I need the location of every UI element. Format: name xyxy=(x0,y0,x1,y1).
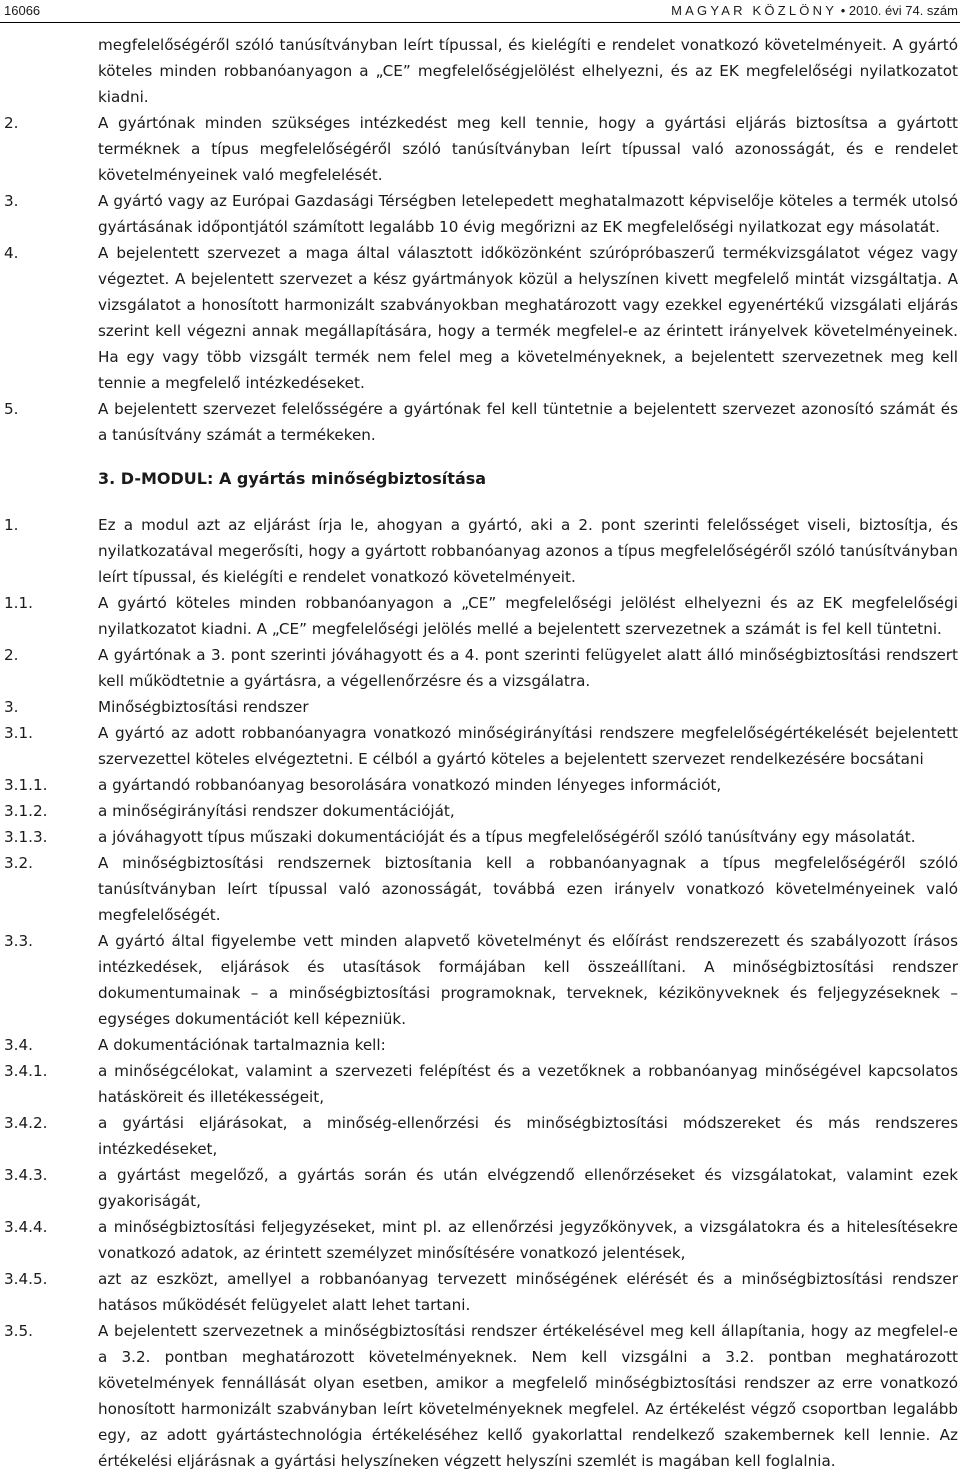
paragraph-number: 3.4.1. xyxy=(4,1062,48,1080)
numbered-paragraph xyxy=(4,1266,958,1318)
journal-title: MAGYAR KÖZLÖNY xyxy=(671,3,838,18)
paragraph-text: a minőségirányítási rendszer dokumentációját, xyxy=(98,802,455,820)
paragraph-text: A gyártó az adott robbanóanyagra vonatkozó minőségirányítási rendszere megfelelőségértékelését bejelentett szervezettel köteles elvégeztetni. E célból a gyártó köteles a bejelentett szervezet rendelkezésére bocsátani xyxy=(98,724,958,768)
paragraph-number: 3.5. xyxy=(4,1322,33,1340)
numbered-paragraph xyxy=(4,850,958,928)
paragraph-text: A minőségbiztosítási rendszernek biztosítania kell a robbanóanyagnak a típus megfelelőségéről szóló tanúsítványban leírt típussal való azonosságát, továbbá ezen irányelv vonatkozó követelményeinek való megfelelőségét. xyxy=(98,854,958,924)
paragraph-number: 3.4.4. xyxy=(4,1218,48,1236)
numbered-paragraph xyxy=(4,1214,958,1266)
intro-paragraph xyxy=(4,32,958,110)
document-body xyxy=(4,32,958,1474)
paragraph-text: Minőségbiztosítási rendszer xyxy=(98,698,309,716)
paragraph-number: 3.1. xyxy=(4,724,33,742)
numbered-paragraph xyxy=(4,1058,958,1110)
paragraph-text: a minőségbiztosítási feljegyzéseket, mint pl. az ellenőrzési jegyzőkönyvek, a vizsgálatokra és a hitelesítésekre vonatkozó adatok, az érintett személyzet minősítésére vonatkozó jelentések, xyxy=(98,1218,958,1262)
module-d-items xyxy=(4,512,958,1474)
paragraph-number: 3.3. xyxy=(4,932,33,950)
paragraph-text: a gyártandó robbanóanyag besorolására vonatkozó minden lényeges információt, xyxy=(98,776,722,794)
paragraph-text: A gyártó által figyelembe vett minden alapvető követelményt és előírást rendszerezett és szabályozott írásos intézkedések, eljárások és utasítások formájában kell összeállítani. A minőségbiztosítási rendszer dokumentumainak – a minőségbiztosítási programoknak, terveknek, kézikönyveknek és feljegyzéseknek – egységes dokumentációt kell képezniük. xyxy=(98,932,958,1028)
paragraph-number: 3.2. xyxy=(4,854,33,872)
paragraph-text: A gyártó köteles minden robbanóanyagon a „CE” megfelelőségi jelölést elhelyezni és az EK megfelelőségi nyilatkozatot kiadni. A „CE” megfelelőségi jelölés mellé a bejelentett szervezetnek a számát is fel kell tüntetni. xyxy=(98,594,958,638)
paragraph-text: A bejelentett szervezetnek a minőségbiztosítási rendszer értékelésével meg kell állapítania, hogy az megfelel-e a 3.2. pontban meghatározott követelményeknek. Nem kell vizsgálni a 3.2. pontban meghatározott követelmények fennállását olyan esetben, amikor a megfelelő minőségbiztosítási rendszer az erre vonatkozó honosított harmonizált szabványban leírt követelményeknek megfelel. Az értékelést végző csoportban legalább egy, az adott gyártástechnológia értékeléséhez kellő gyakorlattal rendelkező szakembernek kell lennie. Az értékelési eljárásnak a gyártási helyszíneken végzett helyszíni szemlét is magában kell foglalnia. xyxy=(98,1322,958,1470)
numbered-paragraph xyxy=(4,1110,958,1162)
paragraph-number: 3. xyxy=(4,698,19,716)
paragraph-number: 3.1.3. xyxy=(4,828,48,846)
numbered-paragraph xyxy=(4,188,958,240)
page-number: 16066 xyxy=(4,3,41,18)
numbered-paragraph xyxy=(4,110,958,188)
paragraph-number: 2. xyxy=(4,114,19,132)
paragraph-text: a gyártási eljárásokat, a minőség-ellenőrzési és minőségbiztosítási módszereket és más rendszeres intézkedéseket, xyxy=(98,1114,958,1158)
paragraph-number: 3.4.2. xyxy=(4,1114,48,1132)
paragraph-text: a minőségcélokat, valamint a szervezeti felépítést és a vezetőknek a robbanóanyag minőségével kapcsolatos hatásköreit és illetékességeit, xyxy=(98,1062,958,1106)
paragraph-text: A dokumentációnak tartalmaznia kell: xyxy=(98,1036,386,1054)
paragraph-text: A gyártónak minden szükséges intézkedést meg kell tennie, hogy a gyártási eljárás biztosítsa a gyártott terméknek a típus megfelelőségéről szóló tanúsítványban leírt típussal való azonosságát, és e rendelet követelményeinek való megfelelését. xyxy=(98,114,958,184)
numbered-paragraph xyxy=(4,798,958,824)
section-heading: 3. D-MODUL: A gyártás minőségbiztosítása xyxy=(98,469,487,488)
paragraph-number: 3.1.2. xyxy=(4,802,48,820)
numbered-paragraph xyxy=(4,928,958,1032)
paragraph-number: 3. xyxy=(4,192,19,210)
numbered-paragraph xyxy=(4,396,958,448)
paragraph-number: 3.4. xyxy=(4,1036,33,1054)
paragraph-number: 3.4.5. xyxy=(4,1270,48,1288)
issue-label: 2010. évi 74. szám xyxy=(848,3,958,18)
numbered-paragraph xyxy=(4,240,958,396)
paragraph-text: A gyártó vagy az Európai Gazdasági Térségben letelepedett meghatalmazott képviselője köteles a termék utolsó gyártásának időpontjától számított legalább 10 évig megőrizni az EK megfelelőségi nyilatkozat egy másolatát. xyxy=(98,192,958,236)
paragraph-text: a gyártást megelőző, a gyártás során és után elvégzendő ellenőrzéseket és vizsgálatokat, valamint ezek gyakoriságát, xyxy=(98,1166,958,1210)
paragraph-number: 2. xyxy=(4,646,19,664)
module-c-items xyxy=(4,110,958,448)
paragraph-number: 5. xyxy=(4,400,19,418)
paragraph-text: azt az eszközt, amellyel a robbanóanyag tervezett minőségének elérését és a minőségbiztosítási rendszer hatásos működését felügyelet alatt lehet tartani. xyxy=(98,1270,958,1314)
paragraph-text: a jóváhagyott típus műszaki dokumentációját és a típus megfelelőségéről szóló tanúsítvány egy másolatát. xyxy=(98,828,916,846)
paragraph-text: megfelelőségéről szóló tanúsítványban leírt típussal, és kielégíti e rendelet vonatkozó követelményeit. A gyártó köteles minden robbanóanyagon a „CE” megfelelőségjelölést elhelyezni, és az EK megfelelőségi nyilatkozatot kiadni. xyxy=(98,36,958,106)
numbered-paragraph xyxy=(4,1162,958,1214)
header-rule xyxy=(0,22,960,23)
numbered-paragraph xyxy=(4,824,958,850)
paragraph-text: Ez a modul azt az eljárást írja le, ahogyan a gyártó, aki a 2. pont szerinti felelősséget viseli, biztosítja, és nyilatkozatával megerősíti, hogy a gyártott robbanóanyag azonos a típus megfelelőségéről szóló tanúsítványban leírt típussal, és kielégíti e rendelet vonatkozó követelményeit. xyxy=(98,516,958,586)
bullet-separator: • xyxy=(840,3,849,18)
paragraph-number: 4. xyxy=(4,244,19,262)
numbered-paragraph xyxy=(4,1032,958,1058)
paragraph-number: 3.4.3. xyxy=(4,1166,48,1184)
running-title xyxy=(671,0,958,22)
paragraph-text: A bejelentett szervezet felelősségére a gyártónak fel kell tüntetnie a bejelentett szervezet azonosító számát és a tanúsítvány számát a termékeken. xyxy=(98,400,958,444)
numbered-paragraph xyxy=(4,720,958,772)
numbered-paragraph xyxy=(4,590,958,642)
paragraph-number: 1. xyxy=(4,516,19,534)
paragraph-number: 3.1.1. xyxy=(4,776,48,794)
paragraph-number: 1.1. xyxy=(4,594,33,612)
paragraph-text: A gyártónak a 3. pont szerinti jóváhagyott és a 4. pont szerinti felügyelet alatt álló minőségbiztosítási rendszert kell működtetnie a gyártásra, a végellenőrzésre és a vizsgálatra. xyxy=(98,646,958,690)
numbered-paragraph xyxy=(4,772,958,798)
paragraph-text: A bejelentett szervezet a maga által választott időközönként szúrópróbaszerű termékvizsgálatot végez vagy végeztet. A bejelentett szervezet a kész gyártmányok közül a helyszínen kivett megfelelő mintát vizsgáltatja. A vizsgálatot a honosított harmonizált szabványokban meghatározott vagy ezekkel egyenértékű vizsgálati eljárás szerint kell végezni annak megállapítására, hogy a termék megfelel-e az érintett irányelvek követelményeinek. Ha egy vagy több vizsgált termék nem felel meg a követelményeknek, a bejelentett szervezetnek meg kell tennie a megfelelő intézkedéseket. xyxy=(98,244,958,392)
numbered-paragraph xyxy=(4,1318,958,1474)
numbered-paragraph xyxy=(4,512,958,590)
numbered-paragraph xyxy=(4,642,958,694)
numbered-paragraph xyxy=(4,694,958,720)
page-header xyxy=(0,0,960,22)
